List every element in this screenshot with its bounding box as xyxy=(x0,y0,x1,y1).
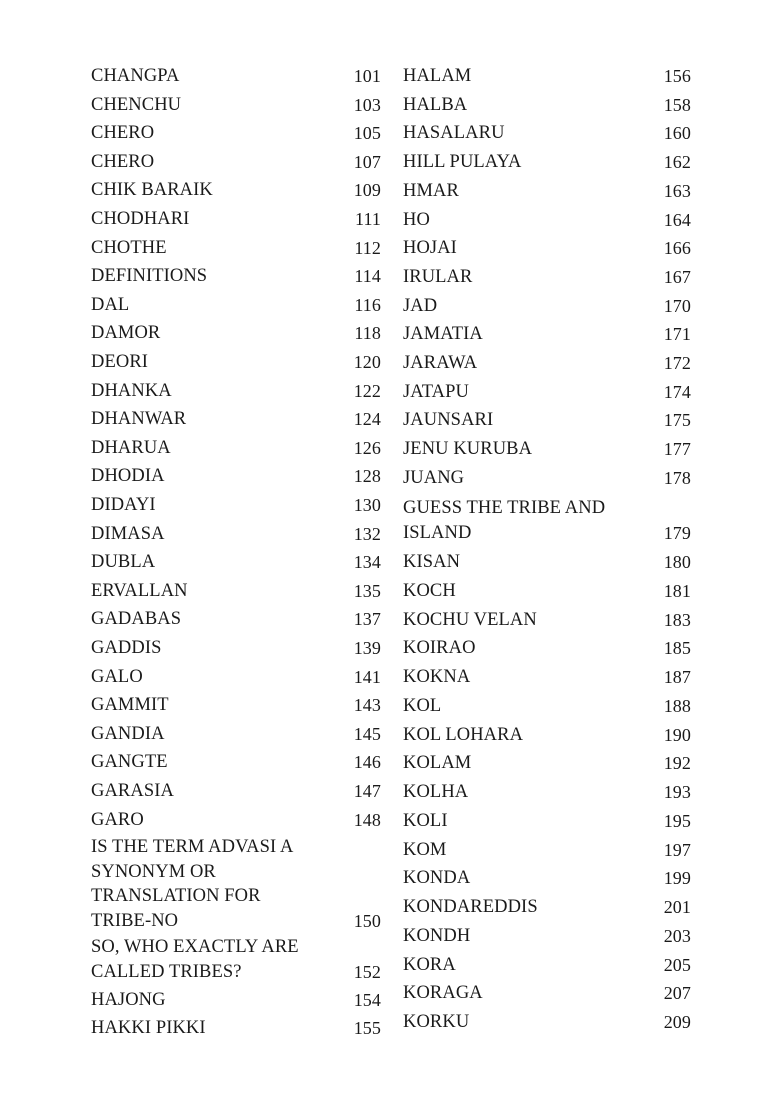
toc-entry[interactable] xyxy=(91,264,381,289)
toc-entry-title-line: GAMMIT xyxy=(91,695,169,716)
toc-entry-title xyxy=(403,981,691,1006)
toc-entry-title xyxy=(91,607,381,632)
toc-entry-title-line: HILL PULAYA xyxy=(403,152,522,173)
toc-entry-page-number: 137 xyxy=(353,609,381,630)
toc-entry-title xyxy=(403,723,691,748)
toc-entry[interactable] xyxy=(403,351,691,376)
toc-entry-title xyxy=(91,988,381,1013)
toc-entry[interactable] xyxy=(403,723,691,748)
toc-entry-page-number: 190 xyxy=(663,724,691,745)
toc-entry[interactable] xyxy=(403,121,691,146)
toc-entry-title-line: ISLAND xyxy=(403,522,472,543)
toc-entry-title-line: JENU KURUBA xyxy=(403,439,533,460)
toc-entry-title-line: JAMATIA xyxy=(403,324,483,345)
toc-entry-title xyxy=(91,550,381,575)
toc-entry[interactable] xyxy=(91,236,381,261)
toc-entry-page-number: 183 xyxy=(663,609,691,630)
toc-entry-title-line: ERVALLAN xyxy=(91,580,188,601)
toc-entry-title-line: HMAR xyxy=(403,180,459,201)
toc-entry-title-line: HAJONG xyxy=(91,990,166,1010)
toc-entry-title xyxy=(403,550,691,575)
toc-entry-title xyxy=(403,236,691,261)
toc-entry-title-line: KOLI xyxy=(403,810,448,831)
toc-entry-title-line: DHANWAR xyxy=(91,409,187,430)
toc-entry-title xyxy=(91,750,381,775)
toc-entry[interactable] xyxy=(403,981,691,1006)
toc-entry[interactable] xyxy=(403,93,691,118)
toc-entry-page-number: 101 xyxy=(353,66,381,86)
toc-entry-page-number: 207 xyxy=(663,983,691,1004)
toc-entry-title xyxy=(91,293,381,318)
toc-entry-page-number: 111 xyxy=(355,209,381,229)
toc-entry-title-line: KORA xyxy=(403,954,456,975)
toc-entry[interactable] xyxy=(91,579,381,604)
toc-entry-page-number: 177 xyxy=(663,439,691,460)
toc-entry-title xyxy=(403,496,691,545)
toc-entry-page-number: 122 xyxy=(353,380,381,401)
toc-entry[interactable] xyxy=(403,1010,691,1035)
toc-entry[interactable] xyxy=(91,493,381,518)
toc-entry[interactable] xyxy=(403,866,691,891)
toc-entry-page-number: 162 xyxy=(663,152,691,173)
toc-entry-title-line: HALAM xyxy=(403,66,472,86)
toc-entry-title-line: KOLAM xyxy=(403,753,472,774)
toc-entry-page-number: 156 xyxy=(663,66,691,86)
toc-entry-title xyxy=(91,178,381,203)
toc-entry-page-number: 103 xyxy=(353,94,381,115)
toc-entry-title-line: HALBA xyxy=(403,94,468,115)
toc-entry[interactable] xyxy=(403,236,691,261)
toc-entry[interactable] xyxy=(91,436,381,461)
toc-entry-title-line: KISAN xyxy=(403,552,461,572)
toc-entry[interactable] xyxy=(403,636,691,661)
toc-entry-title-line: GANDIA xyxy=(91,723,165,744)
toc-entry-title-line: JATAPU xyxy=(403,381,469,402)
toc-entry-title-line: KOLHA xyxy=(403,782,469,802)
toc-entry-title xyxy=(91,722,381,747)
toc-entry[interactable] xyxy=(403,608,691,633)
toc-entry-title xyxy=(403,351,691,376)
toc-entry[interactable] xyxy=(91,64,381,89)
toc-entry-page-number: 171 xyxy=(663,324,691,345)
toc-entry-page-number: 160 xyxy=(663,123,691,144)
toc-entry-title xyxy=(403,150,691,175)
toc-entry-page-number: 118 xyxy=(354,323,381,344)
toc-entry-title-line: JAD xyxy=(403,295,438,316)
toc-entry-title xyxy=(91,150,381,175)
toc-entry-page-number: 116 xyxy=(354,294,381,315)
toc-entry-title-line: KOCHU VELAN xyxy=(403,609,537,630)
toc-entry-title-line: CHERO xyxy=(91,123,155,144)
toc-entry-page-number: 170 xyxy=(663,295,691,316)
toc-entry-page-number: 175 xyxy=(663,410,691,431)
toc-entry-page-number: 134 xyxy=(353,552,381,573)
toc-entry-page-number: 139 xyxy=(353,638,381,658)
toc-entry-title-line: CHERO xyxy=(91,151,155,172)
toc-entry-title xyxy=(403,265,691,290)
toc-entry[interactable] xyxy=(91,121,381,146)
toc-entry-title-line: JAUNSARI xyxy=(403,410,494,431)
toc-entry-title-line: DHARUA xyxy=(91,437,171,458)
toc-entry[interactable] xyxy=(403,838,691,863)
toc-entry[interactable] xyxy=(403,579,691,604)
toc-entry-title-line: GUESS THE TRIBE AND xyxy=(403,498,606,518)
toc-entry[interactable] xyxy=(403,150,691,175)
toc-entry[interactable] xyxy=(403,408,691,433)
toc-entry[interactable] xyxy=(91,350,381,375)
toc-entry-title-line: HAKKI PIKKI xyxy=(91,1018,206,1038)
toc-entry[interactable] xyxy=(91,607,381,632)
toc-entry-title xyxy=(403,694,691,719)
toc-entry-title xyxy=(403,179,691,204)
toc-entry-title xyxy=(403,953,691,978)
toc-entry[interactable] xyxy=(403,924,691,949)
toc-entry-title-line: CHODHARI xyxy=(91,209,190,229)
toc-entry[interactable] xyxy=(91,636,381,661)
toc-entry-page-number: 105 xyxy=(353,123,381,144)
toc-entry-page-number: 201 xyxy=(663,897,691,917)
toc-entry[interactable] xyxy=(91,178,381,203)
toc-entry-title xyxy=(91,264,381,289)
toc-entry-page-number: 164 xyxy=(663,209,691,230)
toc-entry[interactable] xyxy=(91,522,381,547)
toc-entry[interactable] xyxy=(403,437,691,462)
toc-entry-title xyxy=(403,780,691,805)
toc-entry-title xyxy=(403,437,691,462)
toc-entry-title xyxy=(403,93,691,118)
toc-entry[interactable] xyxy=(91,935,381,984)
toc-entry-page-number: 109 xyxy=(353,180,381,201)
toc-entry-title xyxy=(91,493,381,518)
toc-entry-title-line: CHENCHU xyxy=(91,94,182,115)
toc-entry-title-line: GARASIA xyxy=(91,781,174,801)
toc-entry-title xyxy=(91,693,381,718)
toc-entry-page-number: 143 xyxy=(353,695,381,716)
toc-entry-page-number: 158 xyxy=(663,94,691,115)
toc-entry-page-number: 174 xyxy=(663,381,691,402)
toc-entry-title xyxy=(91,93,381,118)
toc-entry-page-number: 172 xyxy=(663,353,691,373)
toc-entry-title-line: KOKNA xyxy=(403,667,471,687)
toc-entry-page-number: 180 xyxy=(663,552,691,572)
toc-entry-page-number: 185 xyxy=(663,638,691,659)
toc-entry-title-line: TRIBE-NO xyxy=(91,910,179,931)
toc-entry-title-line: KOCH xyxy=(403,580,456,601)
toc-entry-title xyxy=(403,665,691,690)
toc-entry-title xyxy=(91,64,381,89)
toc-entry-title xyxy=(91,522,381,547)
toc-entry-title-line: GALO xyxy=(91,666,143,687)
toc-entry-title-line: CHIK BARAIK xyxy=(91,180,213,201)
toc-entry-page-number: 135 xyxy=(353,580,381,601)
toc-entry-page-number: 181 xyxy=(663,580,691,601)
toc-entry-page-number: 152 xyxy=(353,961,381,982)
toc-entry-page-number: 193 xyxy=(663,782,691,802)
toc-entry-title-line: KOL LOHARA xyxy=(403,724,524,745)
toc-entry-page-number: 120 xyxy=(353,352,381,372)
toc-entry-title-line: DUBLA xyxy=(91,552,156,573)
toc-entry-title-line: DAL xyxy=(91,294,130,315)
toc-entry-title-line: DHODIA xyxy=(91,466,165,487)
toc-entry[interactable] xyxy=(91,808,381,833)
toc-entry-title-line: JUANG xyxy=(403,467,465,488)
toc-entry-page-number: 150 xyxy=(353,910,381,931)
toc-entry[interactable] xyxy=(403,294,691,319)
toc-entry[interactable] xyxy=(91,150,381,175)
toc-entry[interactable] xyxy=(91,779,381,804)
toc-entry[interactable] xyxy=(403,780,691,805)
toc-entry-title-line: KORAGA xyxy=(403,983,483,1004)
toc-entry-title xyxy=(91,1016,381,1041)
toc-entry[interactable] xyxy=(403,496,691,545)
toc-entry-title xyxy=(91,636,381,661)
toc-entry[interactable] xyxy=(91,321,381,346)
toc-entry-page-number: 155 xyxy=(353,1018,381,1038)
toc-entry-page-number: 128 xyxy=(353,466,381,487)
toc-entry-title-line: KOL xyxy=(403,695,442,716)
toc-entry-title-line: DIMASA xyxy=(91,523,165,544)
toc-entry-title-line: KONDAREDDIS xyxy=(403,897,538,917)
toc-entry-title-line: GARO xyxy=(91,809,144,830)
toc-entry-title xyxy=(403,380,691,405)
toc-entry-title xyxy=(91,350,381,375)
toc-entry-title-line: HOJAI xyxy=(403,238,457,259)
toc-entry-page-number: 130 xyxy=(353,495,381,515)
toc-entry-page-number: 205 xyxy=(663,954,691,975)
toc-entry-title-line: JARAWA xyxy=(403,353,478,373)
toc-entry[interactable] xyxy=(403,179,691,204)
toc-entry-title xyxy=(91,436,381,461)
toc-entry[interactable] xyxy=(91,988,381,1013)
toc-entry-page-number: 107 xyxy=(353,151,381,172)
toc-entry-title-line: DEFINITIONS xyxy=(91,266,208,287)
toc-entry-title-line: SYNONYM OR xyxy=(91,861,216,882)
toc-entry[interactable] xyxy=(91,835,381,933)
toc-entry-title xyxy=(91,665,381,690)
toc-entry-page-number: 163 xyxy=(663,180,691,201)
toc-entry[interactable] xyxy=(403,665,691,690)
toc-entry-title xyxy=(91,407,381,432)
toc-entry[interactable] xyxy=(91,293,381,318)
toc-entry-title xyxy=(91,808,381,833)
toc-entry[interactable] xyxy=(91,722,381,747)
toc-entry-title-line: KOIRAO xyxy=(403,638,476,659)
toc-entry-title-line: GADABAS xyxy=(91,609,182,630)
toc-entry[interactable] xyxy=(403,953,691,978)
toc-entry-title xyxy=(403,579,691,604)
toc-entry[interactable] xyxy=(403,751,691,776)
toc-entry-page-number: 132 xyxy=(353,523,381,544)
toc-entry[interactable] xyxy=(91,665,381,690)
toc-entry-title xyxy=(91,236,381,261)
toc-entry-page-number: 146 xyxy=(353,752,381,773)
toc-entry-title xyxy=(403,751,691,776)
toc-entry-page-number: 192 xyxy=(663,753,691,774)
toc-entry-title-line: DIDAYI xyxy=(91,495,156,515)
toc-entry[interactable] xyxy=(91,750,381,775)
toc-entry-title xyxy=(403,466,691,491)
toc-entry-title-line: KORKU xyxy=(403,1012,470,1032)
toc-entry[interactable] xyxy=(91,693,381,718)
toc-entry-title xyxy=(91,379,381,404)
toc-entry-page-number: 147 xyxy=(353,781,381,801)
toc-entry-title-line: IS THE TERM ADVASI A xyxy=(91,837,294,857)
toc-entry-title-line: IRULAR xyxy=(403,266,473,287)
toc-entry[interactable] xyxy=(403,895,691,920)
toc-entry-page-number: 148 xyxy=(353,809,381,830)
toc-entry-title xyxy=(403,608,691,633)
toc-entry-page-number: 145 xyxy=(353,723,381,744)
toc-entry-title-line: KONDA xyxy=(403,868,471,889)
toc-entry-title-line: GADDIS xyxy=(91,638,162,658)
toc-entry-page-number: 167 xyxy=(663,266,691,287)
toc-entry-title xyxy=(91,935,381,984)
toc-entry[interactable] xyxy=(403,64,691,89)
toc-entry[interactable] xyxy=(403,380,691,405)
toc-entry-page-number: 203 xyxy=(663,925,691,946)
toc-entry-title-line: HASALARU xyxy=(403,123,505,144)
toc-entry-title xyxy=(91,121,381,146)
toc-entry[interactable] xyxy=(91,93,381,118)
toc-entry[interactable] xyxy=(403,550,691,575)
toc-entry[interactable] xyxy=(403,208,691,233)
toc-entry-title-line: SO, WHO EXACTLY ARE xyxy=(91,937,299,957)
toc-entry[interactable] xyxy=(91,407,381,432)
toc-entry-title xyxy=(403,838,691,863)
toc-entry[interactable] xyxy=(403,694,691,719)
toc-entry-page-number: 124 xyxy=(353,409,381,430)
toc-entry-title xyxy=(91,835,381,933)
toc-entry-title-line: CHANGPA xyxy=(91,66,180,86)
toc-entry[interactable] xyxy=(91,464,381,489)
toc-entry-title xyxy=(403,895,691,920)
toc-entry-page-number: 141 xyxy=(353,666,381,687)
toc-entry-title-line: DEORI xyxy=(91,352,149,372)
toc-entry-title xyxy=(91,579,381,604)
toc-entry[interactable] xyxy=(403,265,691,290)
toc-entry-page-number: 114 xyxy=(354,266,381,287)
toc-entry-title-line: DHANKA xyxy=(91,380,172,401)
toc-entry-title-line: CALLED TRIBES? xyxy=(91,961,242,982)
toc-entry-title-line: DAMOR xyxy=(91,323,161,344)
toc-entry-title-line: TRANSLATION FOR xyxy=(91,886,261,906)
toc-entry-title xyxy=(403,924,691,949)
toc-entry-title-line: KOM xyxy=(403,839,447,860)
toc-entry[interactable] xyxy=(91,207,381,232)
toc-entry-page-number: 126 xyxy=(353,437,381,458)
toc-entry-page-number: 112 xyxy=(354,237,381,258)
toc-entry-title xyxy=(403,121,691,146)
toc-entry-title-line: CHOTHE xyxy=(91,237,167,258)
toc-entry-title xyxy=(403,636,691,661)
toc-entry-title xyxy=(91,464,381,489)
toc-entry-title xyxy=(403,294,691,319)
toc-entry[interactable] xyxy=(91,550,381,575)
toc-entry-title xyxy=(91,207,381,232)
toc-entry[interactable] xyxy=(91,379,381,404)
toc-entry-page-number: 195 xyxy=(663,810,691,831)
toc-entry-title xyxy=(403,208,691,233)
toc-entry-page-number: 179 xyxy=(663,522,691,543)
toc-entry[interactable] xyxy=(403,322,691,347)
toc-entry-title xyxy=(403,809,691,834)
toc-entry-title-line: HO xyxy=(403,209,430,230)
toc-entry-title xyxy=(91,779,381,804)
toc-entry[interactable] xyxy=(403,466,691,491)
toc-entry-title-line: KONDH xyxy=(403,925,471,946)
toc-entry-page-number: 188 xyxy=(663,695,691,716)
toc-entry-title xyxy=(403,322,691,347)
toc-entry-title-line: GANGTE xyxy=(91,752,168,773)
toc-entry-page-number: 187 xyxy=(663,667,691,687)
toc-entry-page-number: 154 xyxy=(353,990,381,1010)
toc-entry-title xyxy=(91,321,381,346)
toc-entry-title xyxy=(403,64,691,89)
toc-entry-page-number: 197 xyxy=(663,839,691,860)
toc-entry[interactable] xyxy=(403,809,691,834)
toc-entry-page-number: 178 xyxy=(663,467,691,488)
toc-entry-title xyxy=(403,408,691,433)
toc-entry-page-number: 199 xyxy=(663,868,691,889)
toc-entry[interactable] xyxy=(91,1016,381,1041)
toc-entry-title xyxy=(403,1010,691,1035)
toc-entry-title xyxy=(403,866,691,891)
toc-entry-page-number: 166 xyxy=(663,238,691,259)
toc-entry-page-number: 209 xyxy=(663,1012,691,1032)
